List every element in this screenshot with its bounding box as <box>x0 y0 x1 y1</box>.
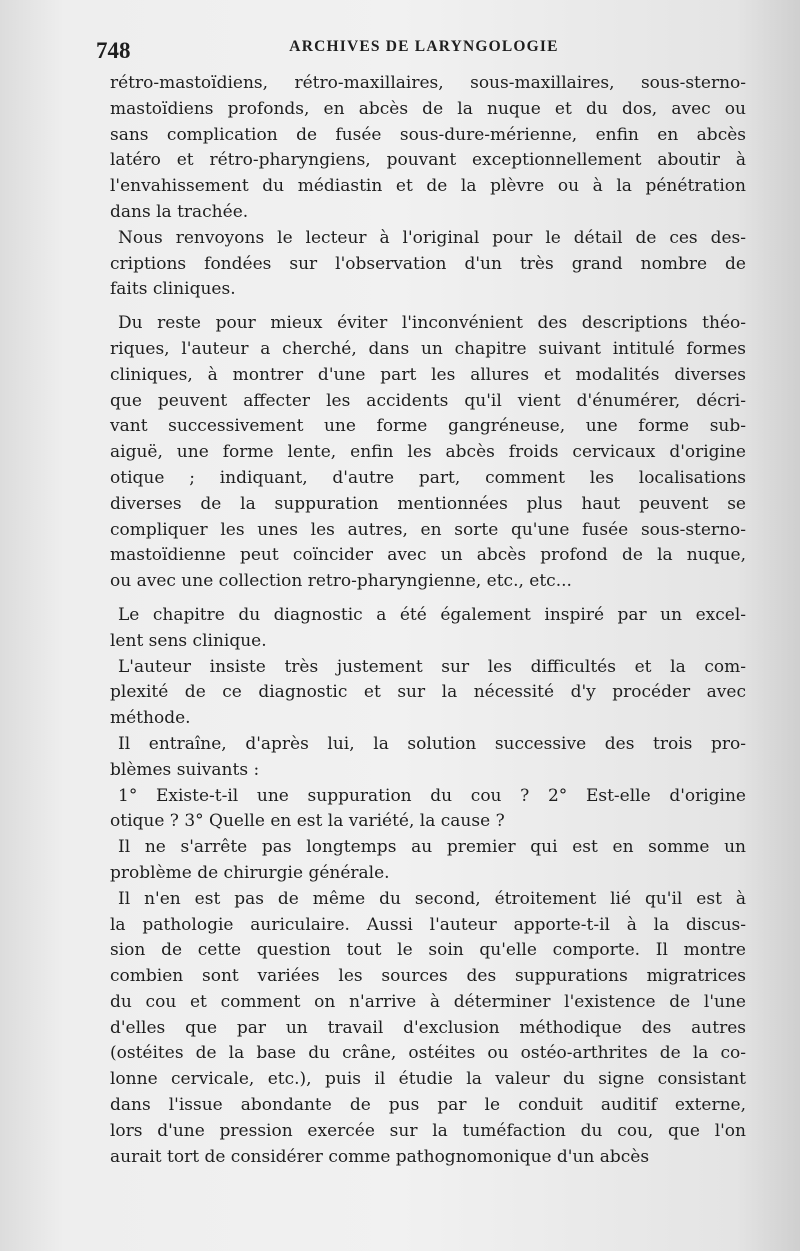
running-title: ARCHIVES DE LARYNGOLOGIE <box>289 38 559 55</box>
paragraph <box>110 226 746 303</box>
text-line: otique ? 3° Quelle en est la variété, la cause ? <box>110 811 505 832</box>
text-line: otique ; indiquant, d'autre part, comment les localisations <box>110 467 746 488</box>
text-line: combien sont variées les sources des suppurations migratrices <box>110 966 746 987</box>
paragraph <box>110 784 746 836</box>
text-line: méthode. <box>110 708 191 729</box>
text-line: compliquer les unes les autres, en sorte qu'une fusée sous-sterno- <box>110 519 746 540</box>
text-line: vant successivement une forme gangréneuse, une forme sub- <box>110 416 746 437</box>
paragraph <box>110 732 746 784</box>
text-line: sans complication de fusée sous-dure-mérienne, enfin en abcès <box>110 124 746 145</box>
paragraph <box>110 311 746 595</box>
text-line: mastoïdiens profonds, en abcès de la nuque et du dos, avec ou <box>110 98 746 119</box>
text-line: lors d'une pression exercée sur la tuméfaction du cou, que l'on <box>110 1120 746 1141</box>
text-line: aurait tort de considérer comme pathognomonique d'un abcès <box>110 1146 650 1167</box>
paragraph <box>110 835 746 887</box>
page-number: 748 <box>96 38 131 63</box>
text-line: cliniques, à montrer d'une part les allures et modalités diverses <box>110 364 746 385</box>
body-text <box>110 71 746 1170</box>
text-line: (ostéites de la base du crâne, ostéites ou ostéo-arthrites de la co- <box>110 1043 746 1064</box>
text-line: plexité de ce diagnostic et sur la nécessité d'y procéder avec <box>110 682 746 703</box>
text-line: lent sens clinique. <box>110 630 267 651</box>
paragraph-gap <box>110 303 746 311</box>
text-line: 1° Existe-t-il une suppuration du cou ? 2° Est-elle d'origine <box>118 785 746 806</box>
text-line: problème de chirurgie générale. <box>110 862 390 883</box>
text-line: l'envahissement du médiastin et de la plèvre ou à la pénétration <box>110 176 746 197</box>
paragraph <box>110 655 746 732</box>
text-line: Nous renvoyons le lecteur à l'original pour le détail de ces des- <box>118 227 746 248</box>
text-line: latéro et rétro-pharyngiens, pouvant exceptionnellement aboutir à <box>110 150 746 171</box>
text-line: rétro-mastoïdiens, rétro-maxillaires, sous-maxillaires, sous-sterno- <box>110 73 746 93</box>
paragraph-gap <box>110 595 746 603</box>
page-header <box>96 34 752 64</box>
text-line: lonne cervicale, etc.), puis il étudie la valeur du signe consistant <box>110 1069 746 1090</box>
text-line: que peuvent affecter les accidents qu'il vient d'énumérer, décri- <box>110 390 746 411</box>
text-line: Il ne s'arrête pas longtemps au premier qui est en somme un <box>118 837 746 858</box>
text-line: criptions fondées sur l'observation d'un très grand nombre de <box>110 253 746 274</box>
paragraph <box>110 887 746 1171</box>
text-line: Le chapitre du diagnostic a été également inspiré par un excel- <box>118 604 746 625</box>
text-line: Du reste pour mieux éviter l'inconvénient des descriptions théo- <box>118 313 746 334</box>
text-line: blèmes suivants : <box>110 759 260 780</box>
text-line: ou avec une collection retro-pharyngienne, etc., etc... <box>110 571 572 592</box>
text-line: dans la trachée. <box>110 201 249 222</box>
text-line: Il entraîne, d'après lui, la solution successive des trois pro- <box>118 733 746 754</box>
text-line: diverses de la suppuration mentionnées plus haut peuvent se <box>110 493 746 514</box>
text-line: d'elles que par un travail d'exclusion méthodique des autres <box>110 1017 746 1038</box>
text-line: sion de cette question tout le soin qu'elle comporte. Il montre <box>110 940 746 961</box>
text-line: du cou et comment on n'arrive à déterminer l'existence de l'une <box>110 991 746 1012</box>
text-line: dans l'issue abondante de pus par le conduit auditif externe, <box>110 1095 746 1116</box>
paragraph <box>110 603 746 655</box>
text-line: la pathologie auriculaire. Aussi l'auteur apporte-t-il à la discus- <box>110 914 746 935</box>
text-line: L'auteur insiste très justement sur les difficultés et la com- <box>118 656 746 677</box>
text-line: riques, l'auteur a cherché, dans un chapitre suivant intitulé formes <box>110 338 746 359</box>
text-line: faits cliniques. <box>110 279 236 300</box>
paragraph <box>110 71 746 226</box>
text-line: Il n'en est pas de même du second, étroitement lié qu'il est à <box>118 888 746 909</box>
text-line: aiguë, une forme lente, enfin les abcès froids cervicaux d'origine <box>110 442 746 463</box>
text-line: mastoïdienne peut coïncider avec un abcès profond de la nuque, <box>110 545 746 566</box>
